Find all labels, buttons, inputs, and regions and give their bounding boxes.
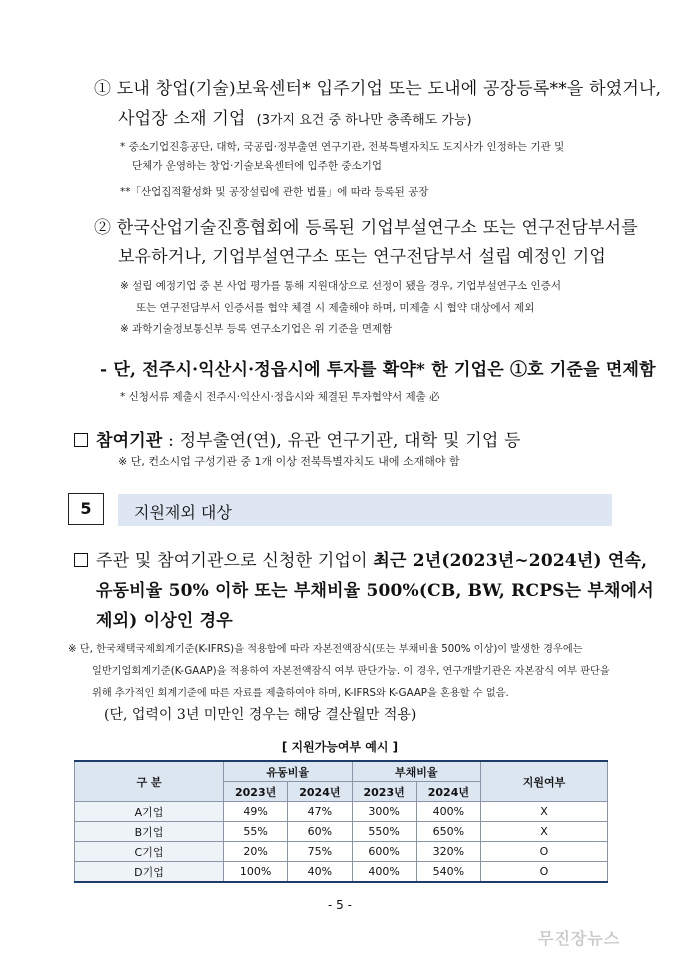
- company-name: C기업: [75, 842, 224, 862]
- table-row: [75, 822, 608, 842]
- cell-value: 75%: [288, 842, 352, 862]
- item1-line1: ① 도내 창업(기술)보육센터* 입주기업 또는 도내에 공장등록**을 하였거나,: [94, 79, 662, 99]
- exclusion-note1: ※ 단, 한국채택국제회계기준(K-IFRS)을 적용함에 따라 자본전액잠식(또는 부채비율 500% 이상)이 발생한 경우에는: [68, 644, 583, 655]
- cell-value: 400%: [416, 802, 480, 822]
- checkbox-icon: [74, 433, 88, 447]
- item1-line2: [118, 104, 472, 129]
- header-year: 2024년: [416, 782, 480, 802]
- cell-value: 650%: [416, 822, 480, 842]
- header-year: 2024년: [288, 782, 352, 802]
- company-name: B기업: [75, 822, 224, 842]
- item1-note1b: 단체가 운영하는 창업·기술보육센터에 입주한 중소기업: [132, 160, 382, 172]
- cell-value: 47%: [288, 802, 352, 822]
- section-title: 지원제외 대상: [134, 503, 232, 522]
- watermark-logo: 무진장뉴스: [538, 929, 621, 948]
- company-name: A기업: [75, 802, 224, 822]
- participant-text: : 정부출연(연), 유관 연구기관, 대학 및 기업 등: [168, 431, 521, 451]
- item2-note1a: ※ 설립 예정기업 중 본 사업 평가를 통해 지원대상으로 선정이 됐을 경우, 기업부설연구소 인증서: [120, 280, 561, 292]
- item1-note1a: * 중소기업진흥공단, 대학, 국공립·정부출연 연구기관, 전북특별자치도 도지사가 인정하는 기관 및: [120, 141, 565, 153]
- header-year: 2023년: [224, 782, 288, 802]
- cell-value: 40%: [288, 862, 352, 883]
- cell-value: 60%: [288, 822, 352, 842]
- section-number: 5: [68, 493, 104, 525]
- exclusion-paren: (단, 업력이 3년 미만인 경우는 해당 결산월만 적용): [104, 707, 417, 723]
- exclusion-note3: 위해 추가적인 회계기준에 따른 자료를 제출하여야 하며, K-IFRS와 K-GAAP을 혼용할 수 없음.: [92, 688, 509, 699]
- header-debt: 부채비율: [352, 761, 481, 782]
- item1-note2: **「산업집적활성화 및 공장설립에 관한 법률」에 따라 등록된 공장: [120, 186, 429, 198]
- support-example-table: [74, 760, 608, 883]
- page-number: - 5 -: [328, 898, 352, 912]
- exclusion-note2: 일반기업회계기준(K-GAAP)을 적용하여 자본전액잠식 여부 판단가능. 이 경우, 연구개발기관은 자본잠식 여부 판단을: [92, 666, 610, 677]
- cell-value: 55%: [224, 822, 288, 842]
- cell-support: O: [481, 862, 608, 883]
- item1-line2-main: 사업장 소재 기업: [118, 109, 246, 129]
- item2-note2: ※ 과학기술정보통신부 등록 연구소기업은 위 기준을 면제함: [120, 323, 393, 335]
- table-row: [75, 862, 608, 883]
- cell-value: 600%: [352, 842, 416, 862]
- exclusion-line3: 제외) 이상인 경우: [96, 611, 233, 631]
- item1-line2-paren: (3가지 요건 중 하나만 충족해도 가능): [256, 113, 472, 128]
- cell-support: X: [481, 822, 608, 842]
- item2-line1: ② 한국산업기술진흥협회에 등록된 기업부설연구소 또는 연구전담부서를: [94, 218, 638, 238]
- exclusion-line1-b: 최근 2년(2023년~2024년) 연속,: [373, 551, 648, 571]
- header-liquidity: 유동비율: [224, 761, 353, 782]
- table-row: [75, 842, 608, 862]
- cell-value: 49%: [224, 802, 288, 822]
- cell-value: 20%: [224, 842, 288, 862]
- table-title: [ 지원가능여부 예시 ]: [281, 740, 399, 754]
- cell-value: 540%: [416, 862, 480, 883]
- checkbox-icon: [74, 553, 88, 567]
- exclusion-line1: [74, 546, 647, 571]
- header-year: 2023년: [352, 782, 416, 802]
- item2-line2: 보유하거나, 기업부설연구소 또는 연구전담부서 설립 예정인 기업: [118, 247, 607, 267]
- dash-note: * 신청서류 제출시 전주시·익산시·정읍시와 체결된 투자협약서 제출 必: [120, 391, 440, 403]
- exclusion-line2: 유동비율 50% 이하 또는 부채비율 500%(CB, BW, RCPS는 부채에서: [96, 581, 654, 601]
- participant-note: ※ 단, 컨소시업 구성기관 중 1개 이상 전북특별자치도 내에 소재해야 함: [118, 455, 460, 468]
- cell-value: 100%: [224, 862, 288, 883]
- cell-value: 550%: [352, 822, 416, 842]
- exclusion-line1-a: 주관 및 참여기관으로 신청한 기업이: [96, 551, 368, 571]
- header-support: 지원여부: [481, 761, 608, 802]
- item2-note1b: 또는 연구전담부서 인증서를 협약 체결 시 제출해야 하며, 미제출 시 협약 대상에서 제외: [136, 302, 535, 314]
- cell-support: X: [481, 802, 608, 822]
- cell-support: O: [481, 842, 608, 862]
- participant-line: [74, 426, 521, 451]
- company-name: D기업: [75, 862, 224, 883]
- table-row: [75, 802, 608, 822]
- cell-value: 300%: [352, 802, 416, 822]
- cell-value: 400%: [352, 862, 416, 883]
- dash-exemption-line: - 단, 전주시·익산시·정읍시에 투자를 확약* 한 기업은 ①호 기준을 면제함: [100, 360, 656, 380]
- header-category: 구 분: [75, 761, 224, 802]
- cell-value: 320%: [416, 842, 480, 862]
- participant-label: 참여기관: [96, 431, 163, 451]
